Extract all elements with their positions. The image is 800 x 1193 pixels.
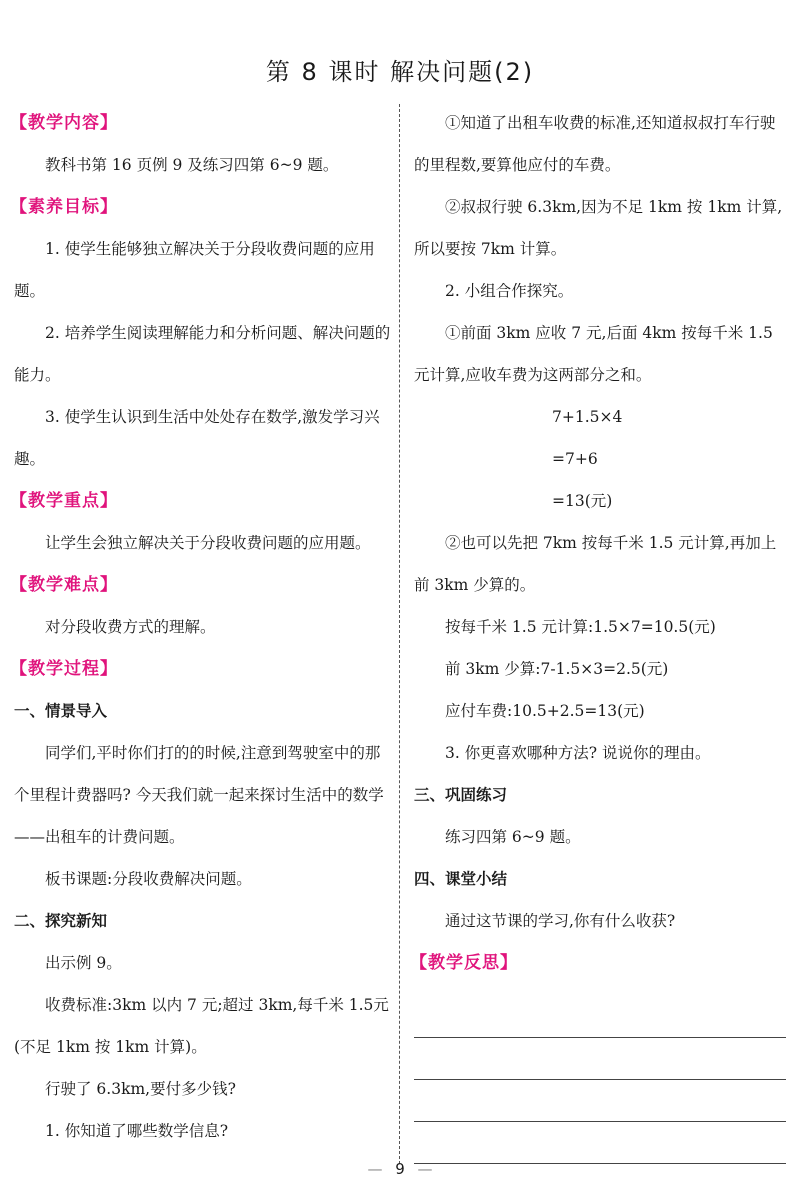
reflection-writing-area xyxy=(414,996,786,1164)
question-1-text: 1. 你知道了哪些数学信息? xyxy=(45,1122,229,1140)
goal-2: 2. 培养学生阅读理解能力和分析问题、解决问题的能力。 xyxy=(14,324,391,384)
question-3-text: 3. 你更喜欢哪种方法? 说说你的理由。 xyxy=(445,744,711,762)
teaching-content-tag: 【教学内容】 xyxy=(10,113,118,133)
key-point-tag: 【教学重点】 xyxy=(10,491,118,511)
section-summary-heading: 四、课堂小结 xyxy=(414,870,508,888)
footer-dash-left: — xyxy=(367,1160,383,1178)
reflection-line xyxy=(414,1122,786,1164)
equation-line-3: =13(元) xyxy=(552,492,613,510)
goal-1: 1. 使学生能够独立解决关于分段收费问题的应用题。 xyxy=(14,240,375,300)
reflection-line xyxy=(414,1038,786,1080)
equation-line-1: 7+1.5×4 xyxy=(552,408,623,426)
calc-1: 按每千米 1.5 元计算:1.5×7=10.5(元) xyxy=(445,618,716,636)
equation-line-2: =7+6 xyxy=(552,450,598,468)
reflection-line xyxy=(414,996,786,1038)
page-number-footer xyxy=(0,1160,800,1178)
difficulty-text: 对分段收费方式的理解。 xyxy=(45,618,216,636)
footer-dash-right: — xyxy=(417,1160,433,1178)
teaching-content-text: 教科书第 16 页例 9 及练习四第 6~9 题。 xyxy=(45,156,339,174)
section-practice-heading: 三、巩固练习 xyxy=(414,786,508,804)
info-1: ①知道了出租车收费的标准,还知道叔叔打车行驶的里程数,要算他应付的车费。 xyxy=(414,114,776,174)
fee-standard-text: 收费标准:3km 以内 7 元;超过 3km,每千米 1.5元(不足 1km 按 1km 计算)。 xyxy=(14,996,389,1056)
method-2: ②也可以先把 7km 按每千米 1.5 元计算,再加上前 3km 少算的。 xyxy=(414,534,777,594)
section-explore-heading: 二、探究新知 xyxy=(14,912,108,930)
section-intro-heading: 一、情景导入 xyxy=(14,702,108,720)
practice-text: 练习四第 6~9 题。 xyxy=(445,828,581,846)
info-2: ②叔叔行驶 6.3km,因为不足 1km 按 1km 计算,所以要按 7km 计算。 xyxy=(414,198,783,258)
summary-text: 通过这节课的学习,你有什么收获? xyxy=(445,912,676,930)
page-title: 第 8 课时 解决问题(2) xyxy=(265,58,535,86)
difficulty-tag: 【教学难点】 xyxy=(10,575,118,595)
right-column xyxy=(410,102,786,1164)
question-text: 行驶了 6.3km,要付多少钱? xyxy=(45,1080,236,1098)
board-text: 板书课题:分段收费解决问题。 xyxy=(45,870,252,888)
method-1: ①前面 3km 应收 7 元,后面 4km 按每千米 1.5 元计算,应收车费为这两部分之和。 xyxy=(414,324,773,384)
left-column xyxy=(10,102,394,1152)
page-number: 9 xyxy=(395,1160,405,1178)
example-text: 出示例 9。 xyxy=(45,954,122,972)
question-2-text: 2. 小组合作探究。 xyxy=(445,282,574,300)
goal-3: 3. 使学生认识到生活中处处存在数学,激发学习兴趣。 xyxy=(14,408,380,468)
calc-3: 应付车费:10.5+2.5=13(元) xyxy=(445,702,645,720)
literacy-goals-tag: 【素养目标】 xyxy=(10,197,118,217)
reflection-line xyxy=(414,1080,786,1122)
key-point-text: 让学生会独立解决关于分段收费问题的应用题。 xyxy=(45,534,371,552)
column-divider xyxy=(399,104,400,1164)
process-tag: 【教学过程】 xyxy=(10,659,118,679)
intro-text: 同学们,平时你们打的的时候,注意到驾驶室中的那个里程计费器吗? 今天我们就一起来探讨生活中的数学 ——出租车的计费问题。 xyxy=(14,744,384,846)
calc-2: 前 3km 少算:7-1.5×3=2.5(元) xyxy=(445,660,669,678)
reflection-tag: 【教学反思】 xyxy=(410,953,518,973)
